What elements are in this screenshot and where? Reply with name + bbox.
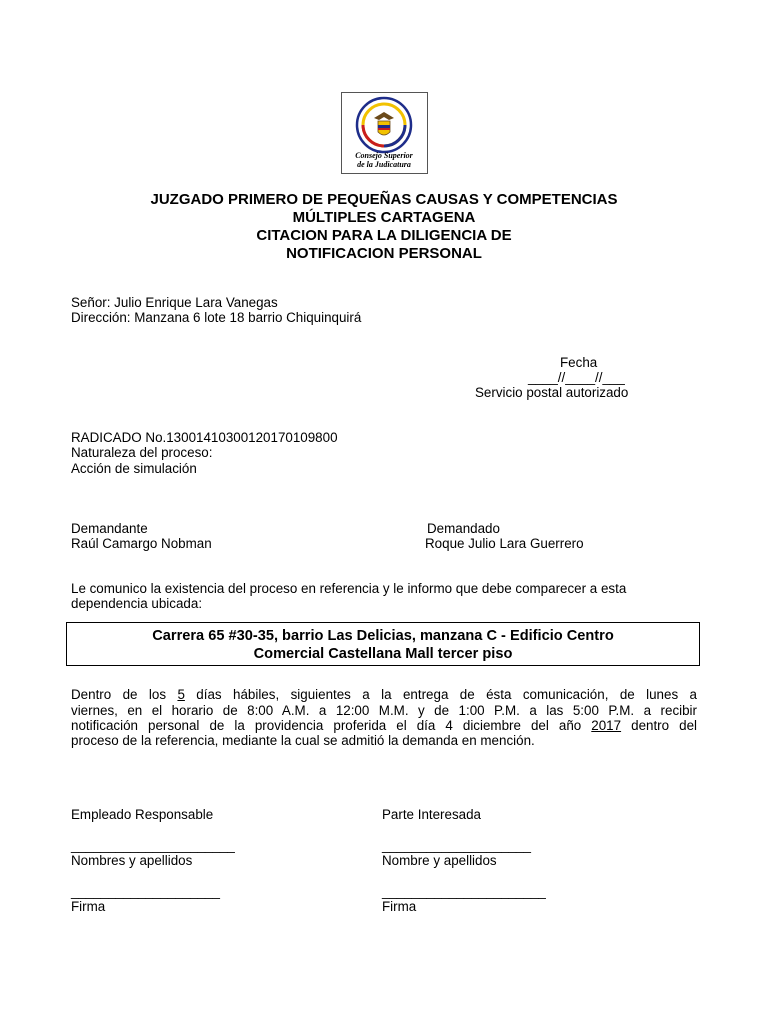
- employee-responsible-label: Empleado Responsable: [71, 807, 214, 822]
- postal-service-label: Servicio postal autorizado: [475, 385, 629, 400]
- date-blank: ____//____//___: [528, 370, 625, 385]
- document-title-line1: CITACION PARA LA DILIGENCIA DE: [256, 227, 512, 244]
- recipient-name: Señor: Julio Enrique Lara Vanegas: [71, 295, 278, 310]
- process-nature-value: Acción de simulación: [71, 461, 197, 476]
- intro-line2: dependencia ubicada:: [71, 596, 203, 611]
- court-name-line1: JUZGADO PRIMERO DE PEQUEÑAS CAUSAS Y COMPETENCIAS: [150, 191, 618, 208]
- appearance-address-box: [66, 622, 700, 666]
- body-line3: [71, 718, 697, 734]
- plaintiff-label: Demandante: [71, 521, 148, 536]
- seal-caption-line1: Consejo Superior: [355, 151, 413, 160]
- employee-signature-label: Firma: [71, 899, 106, 914]
- party-name-line: ____________________: [382, 838, 531, 853]
- body-line1: [71, 687, 697, 703]
- court-name-line2: MÚLTIPLES CARTAGENA: [292, 209, 476, 226]
- providence-year: 2017: [591, 718, 622, 733]
- body-line3-start: notificación personal de la providencia proferida el día 4 diciembre del año: [71, 718, 592, 733]
- recipient-address: Dirección: Manzana 6 lote 18 barrio Chiquinquirá: [71, 310, 362, 325]
- seal-caption-line2: de la Judicatura: [357, 160, 411, 169]
- document-title-line2: NOTIFICACION PERSONAL: [286, 245, 482, 262]
- judiciary-seal-logo: [341, 92, 428, 174]
- process-nature-label: Naturaleza del proceso:: [71, 445, 213, 460]
- employee-signature-line: ____________________: [71, 884, 220, 899]
- body-line1-end: días hábiles, siguientes a la entrega de ésta comunicación, de lunes a: [184, 687, 697, 702]
- defendant-label: Demandado: [427, 521, 500, 536]
- plaintiff-name: Raúl Camargo Nobman: [71, 536, 212, 551]
- date-label: Fecha: [560, 355, 598, 370]
- body-line4: proceso de la referencia, mediante la cual se admitió la demanda en mención.: [71, 733, 535, 748]
- party-signature-line: ______________________: [382, 884, 546, 899]
- defendant-name: Roque Julio Lara Guerrero: [425, 536, 584, 551]
- body-line1-start: Dentro de los: [71, 687, 178, 702]
- case-number: RADICADO No.13001410300120170109800: [71, 430, 338, 445]
- employee-name-label: Nombres y apellidos: [71, 853, 193, 868]
- business-days-count: 5: [177, 687, 185, 702]
- interested-party-label: Parte Interesada: [382, 807, 482, 822]
- intro-line1: Le comunico la existencia del proceso en referencia y le informo que debe comparecer a esta: [71, 581, 627, 596]
- party-signature-label: Firma: [382, 899, 417, 914]
- employee-name-line: ______________________: [71, 838, 235, 853]
- party-name-label: Nombre y apellidos: [382, 853, 497, 868]
- body-line2: viernes, en el horario de 8:00 A.M. a 12:00 M.M. y de 1:00 P.M. a las 5:00 P.M. a recibir: [71, 703, 697, 718]
- body-line3-end: dentro del: [621, 718, 698, 733]
- address-line1: Carrera 65 #30-35, barrio Las Delicias, manzana C - Edificio Centro: [152, 628, 614, 644]
- address-line2: Comercial Castellana Mall tercer piso: [253, 646, 513, 662]
